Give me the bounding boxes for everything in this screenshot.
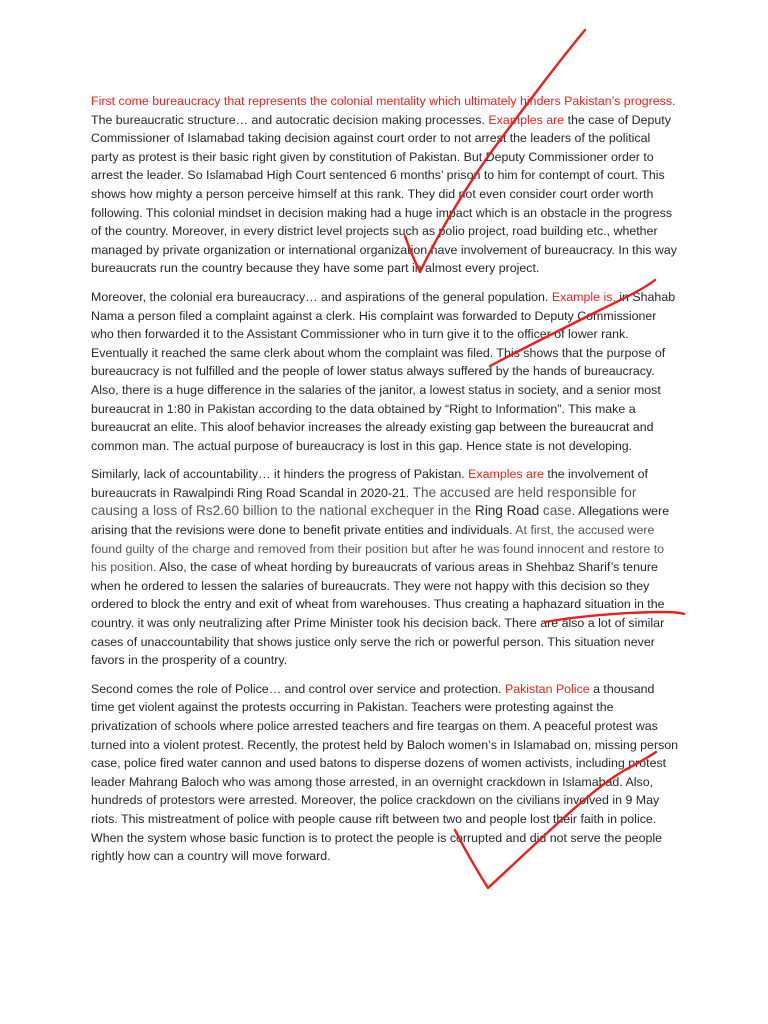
text-run: Also, the case of wheat hording by bureaucrats of various areas in Shehbaz Sharif’s tenure when he ordered to lessen the salaries of bureaucrats. They were not happy with this decision so they ordered to block the entry and exit of wheat from warehouses. Thus creating a haphazard situation in the country. it was only neutralizing after Prime Minister took his decision back. There are also a lot of similar cases of unaccountability that shows justice only serve the rich or powerful person. This situation never favors in the prosperity of a country.	[91, 560, 665, 668]
text-run: First come bureaucracy that represents the colonial mentality which ultimately hinders Pakistan’s progress.	[91, 94, 676, 108]
text-run: in Shahab Nama a person filed a complaint against a clerk. His complaint was forwarded to Deputy Commissioner who then forwarded it to the Assistant Commissioner who in turn give it to the officer of lower rank. Eventually it reached the same clerk about whom the complaint was filed. This shows that the purpose of bureaucracy is not fulfilled and the people of lower status always suffered by the hands of bureaucracy. Also, there is a huge difference in the salaries of the janitor, a lowest status in society, and a senior most bureaucrat in 1:80 in Pakistan according to the data obtained by “Right to Information”. This make a bureaucrat an elite. This aloof behavior increases the already existing gap between the bureaucrat and common man. The actual purpose of bureaucracy is lost in this gap. Hence state is not developing.	[91, 289, 676, 453]
text-run: Allegations were arising that the revisions were done to benefit private entities and individuals.	[91, 504, 670, 538]
text-run: The bureaucratic structure… and autocratic decision making processes.	[91, 112, 489, 127]
essay-body	[91, 92, 681, 876]
text-run: case.	[542, 503, 576, 519]
text-run: the case of Deputy Commissioner of Islamabad taking decision against court order to not arrest the leaders of the political party as protest is their basic right given by constitution of Pakistan. But Deputy Commissioner order to arrest the leader. So Islamabad High Court sentenced 6 months’ prison to him for contempt of court. This shows how mighty a person perceive himself at this rank. They did not even consider court order worth following. This colonial mindset in decision making had a huge impact which is an obstacle in the progress of the country. Moreover, in every district level projects such as polio project, road building etc., whether managed by private organization or international organization have involvement of bureaucracy. In this way bureaucrats run the country because they have some part in almost every project.	[91, 112, 677, 276]
text-run: Moreover, the colonial era bureaucracy… and aspirations of the general population.	[91, 289, 552, 304]
paragraph-bureaucracy	[91, 92, 681, 278]
text-run: Pakistan Police	[504, 681, 590, 696]
text-run: Ring Road	[471, 503, 543, 519]
paragraph-accountability	[91, 465, 681, 670]
text-run: Similarly, lack of accountability… it hinders the progress of Pakistan.	[91, 467, 469, 482]
text-run: The accused are held responsible for causing a loss of Rs2.60 billion to the national exchequer in the	[91, 484, 637, 519]
text-run: At first, the accused were found guilty of the charge and removed from their position but after he was found innocent and restore to his position.	[91, 523, 665, 575]
text-run: a thousand time get violent against the protests occurring in Pakistan. Teachers were protesting against the privatization of schools where police arrested teachers and fire teargas on them. A peaceful protest was turned into a violent protest. Recently, the protest held by Baloch women’s in Islamabad on, missing person case, police fired water cannon and used batons to disperse dozens of women activists, including protest leader Mahrang Baloch who was among those arrested, in an overnight crackdown in Islamabad. Also, hundreds of protestors were arrested. Moreover, the police crackdown on the civilians involved in 9 May riots. This mistreatment of police with people cause rift between two and people lost their faith in police. When the system whose basic function is to protect the people is corrupted and did not serve the people rightly how can a country will move forward.	[91, 681, 679, 864]
text-run: Examples are	[468, 467, 544, 482]
paragraph-colonial-era	[91, 288, 681, 455]
text-run: Example is,	[551, 289, 616, 304]
paragraph-police	[91, 680, 681, 866]
text-run: Examples are	[488, 112, 565, 127]
text-run: Second comes the role of Police… and control over service and protection.	[91, 681, 505, 696]
text-run: the involvement of bureaucrats in Rawalpindi Ring Road Scandal in 2020-21.	[91, 467, 648, 500]
